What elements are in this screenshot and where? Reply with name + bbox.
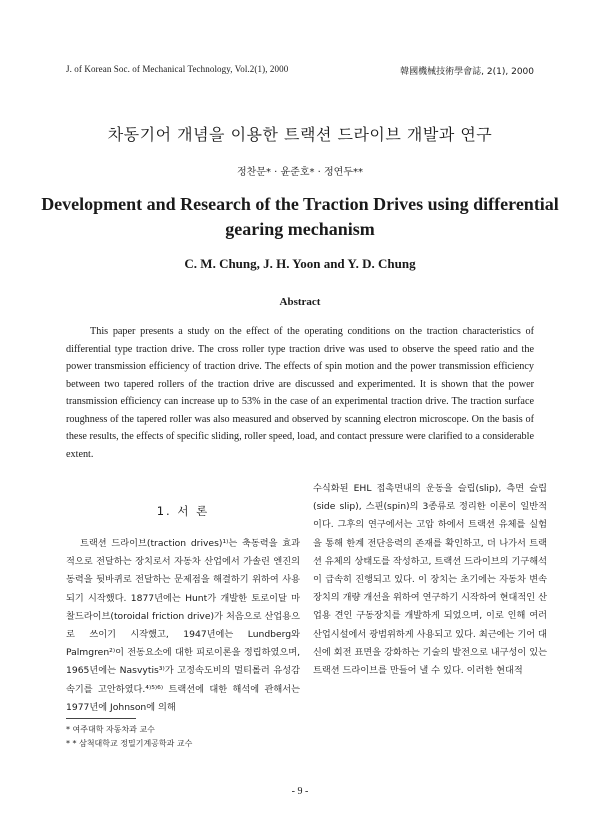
footnotes	[66, 723, 192, 751]
running-header-right: 韓國機械技術學會誌, 2(1), 2000	[400, 67, 534, 77]
introduction-left-text: 트랙션 드라이브(traction drives)¹⁾는 축동력을 효과적으로 전달하는 장치로서 자동차 산업에서 가솔린 엔진의 동력을 뒷바퀴로 전달하는 문제점을 해결하기 위하여 사용되기 시작했다. 1877년에는 Hunt가 개발한 토로이달 마찰드라이브(toroidal friction drive)가 처음으로 산업용으로 쓰이기 시작했고, 1947년에는 Lundberg와 Palmgren²⁾이 전동요소에 대한 피로이론을 정립하였으며, 1965년에는 Nasvytis³⁾가 고정속도비의 멀티롤러 유성감속기를 고안하였다.⁴⁾⁵⁾⁶⁾ 트랙션에 대한 해석에 관해서는 1977년에 Johnson에 의해	[66, 538, 300, 713]
footnote-divider	[66, 718, 136, 719]
abstract-text: This paper presents a study on the effect of the operating conditions on the traction characteristics of differential type traction drive. The cross roller type traction drive was used to observe the speed ratio and the power transmission efficiency of traction drive. The effects of spin motion and the power transmission efficiency between two tapered rollers of the traction drive are discussed and experimented. It is shown that the power transmission efficiency can increase up to 53% in the case of an experimental traction drive. The traction surface roughness of the tapered roller was also measured and observed by scanning electron microscope. On the basis of these results, the effects of specific sliding, roller speed, load, and contact pressure were clarified to a considerable extent.	[66, 326, 534, 460]
page-number: - 9 -	[291, 786, 309, 797]
running-header-left: J. of Korean Soc. of Mechanical Technology, Vol.2(1), 2000	[66, 64, 289, 74]
left-column	[66, 503, 300, 717]
right-column	[313, 480, 547, 680]
title-korean: 차동기어 개념을 이용한 트랙션 드라이브 개발과 연구	[107, 125, 493, 144]
title-english: Development and Research of the Traction Drives using differential gearing mechanism	[41, 194, 559, 239]
footnote-2: * * 삼척대학교 정밀기계공학과 교수	[66, 739, 193, 748]
abstract-heading: Abstract	[279, 296, 321, 308]
authors-korean: 정찬문* · 윤준호* · 정연두**	[236, 167, 363, 178]
introduction-right-text: 수식화된 EHL 접촉면내의 운동을 슬립(slip), 측면 슬립(side slip), 스핀(spin)의 3종류로 정리한 이론이 일반적이다. 그후의 연구에서는 고압 하에서 트랙션 유체를 실험을 통해 한계 전단응력의 존재를 확인하고, 더 나가서 트랙션 유체의 상태도를 작성하고, 트랙션 드라이브의 기구해석이 급속히 진행되고 있다. 이 장치는 초기에는 자동차 변속장치의 개량 개선을 위하여 연구하기 시작하여 현대적인 산업용 견인 구동장치를 개발하게 되었으며, 이로 인해 여러 산업시설에서 광범위하게 사용되고 있다. 최근에는 기어 대신에 회전 표면을 강화하는 기술의 발전으로 내구성이 있는 트랙션 드라이브를 만들어 낼 수 있다. 이러한 현대적	[313, 483, 547, 677]
authors-english: C. M. Chung, J. H. Yoon and Y. D. Chung	[184, 256, 416, 271]
section-heading-introduction: 1. 서 론	[156, 504, 210, 518]
footnote-1: * 여주대학 자동차과 교수	[66, 725, 155, 734]
